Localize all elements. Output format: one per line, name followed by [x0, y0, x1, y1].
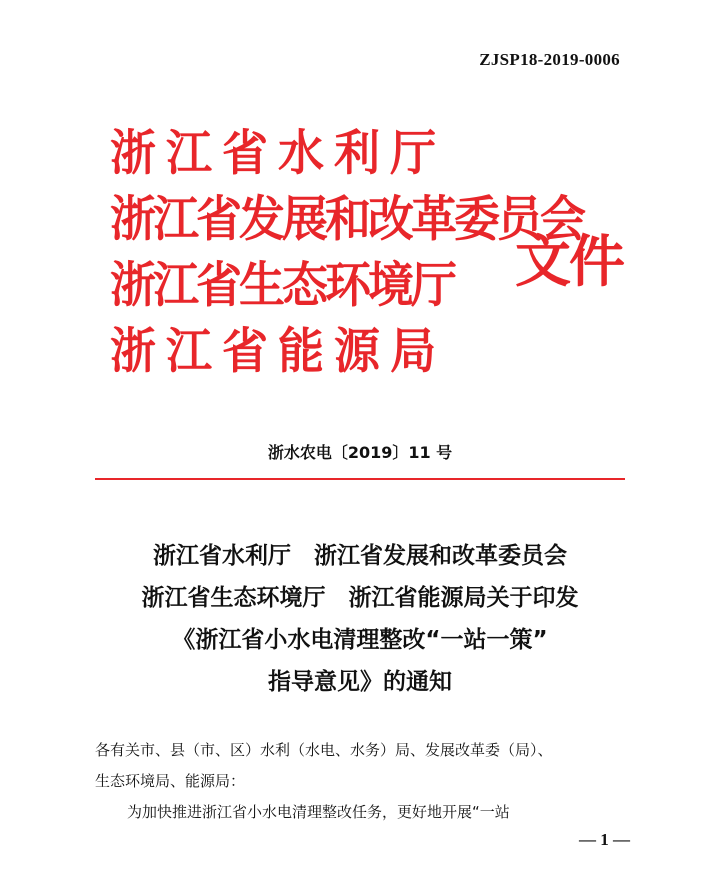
title-line: 指导意见》的通知	[268, 669, 452, 695]
issuing-agencies	[110, 118, 583, 382]
document-label: 文件	[515, 230, 623, 295]
agency-development-reform: 浙江省发展和改革委员会	[110, 190, 583, 247]
document-body	[95, 735, 635, 828]
body-paragraph: 为加快推进浙江省小水电清理整改任务，更好地开展“一站	[127, 803, 510, 821]
document-header	[110, 118, 630, 388]
document-title	[0, 535, 720, 703]
document-number: 浙水农电〔2019〕11 号	[267, 443, 453, 462]
addressee-line: 各有关市、县（市、区）水利（水电、水务）局、发展改革委（局）、	[95, 741, 553, 759]
red-separator-line	[95, 478, 625, 480]
page-number: — 1 —	[579, 830, 630, 849]
addressee-line: 生态环境局、能源局：	[95, 772, 246, 790]
agency-ecology-environment: 浙江省生态环境厅	[110, 256, 454, 313]
title-line: 《浙江省小水电清理整改“一站一策”	[172, 627, 548, 653]
agency-energy: 浙 江 省 能 源 局	[110, 322, 434, 379]
document-code: ZJSP18-2019-0006	[479, 50, 620, 69]
title-line: 浙江省水利厅 浙江省发展和改革委员会	[153, 543, 567, 569]
title-line: 浙江省生态环境厅 浙江省能源局关于印发	[141, 585, 579, 611]
agency-water-resources: 浙 江 省 水 利 厅	[110, 124, 434, 181]
